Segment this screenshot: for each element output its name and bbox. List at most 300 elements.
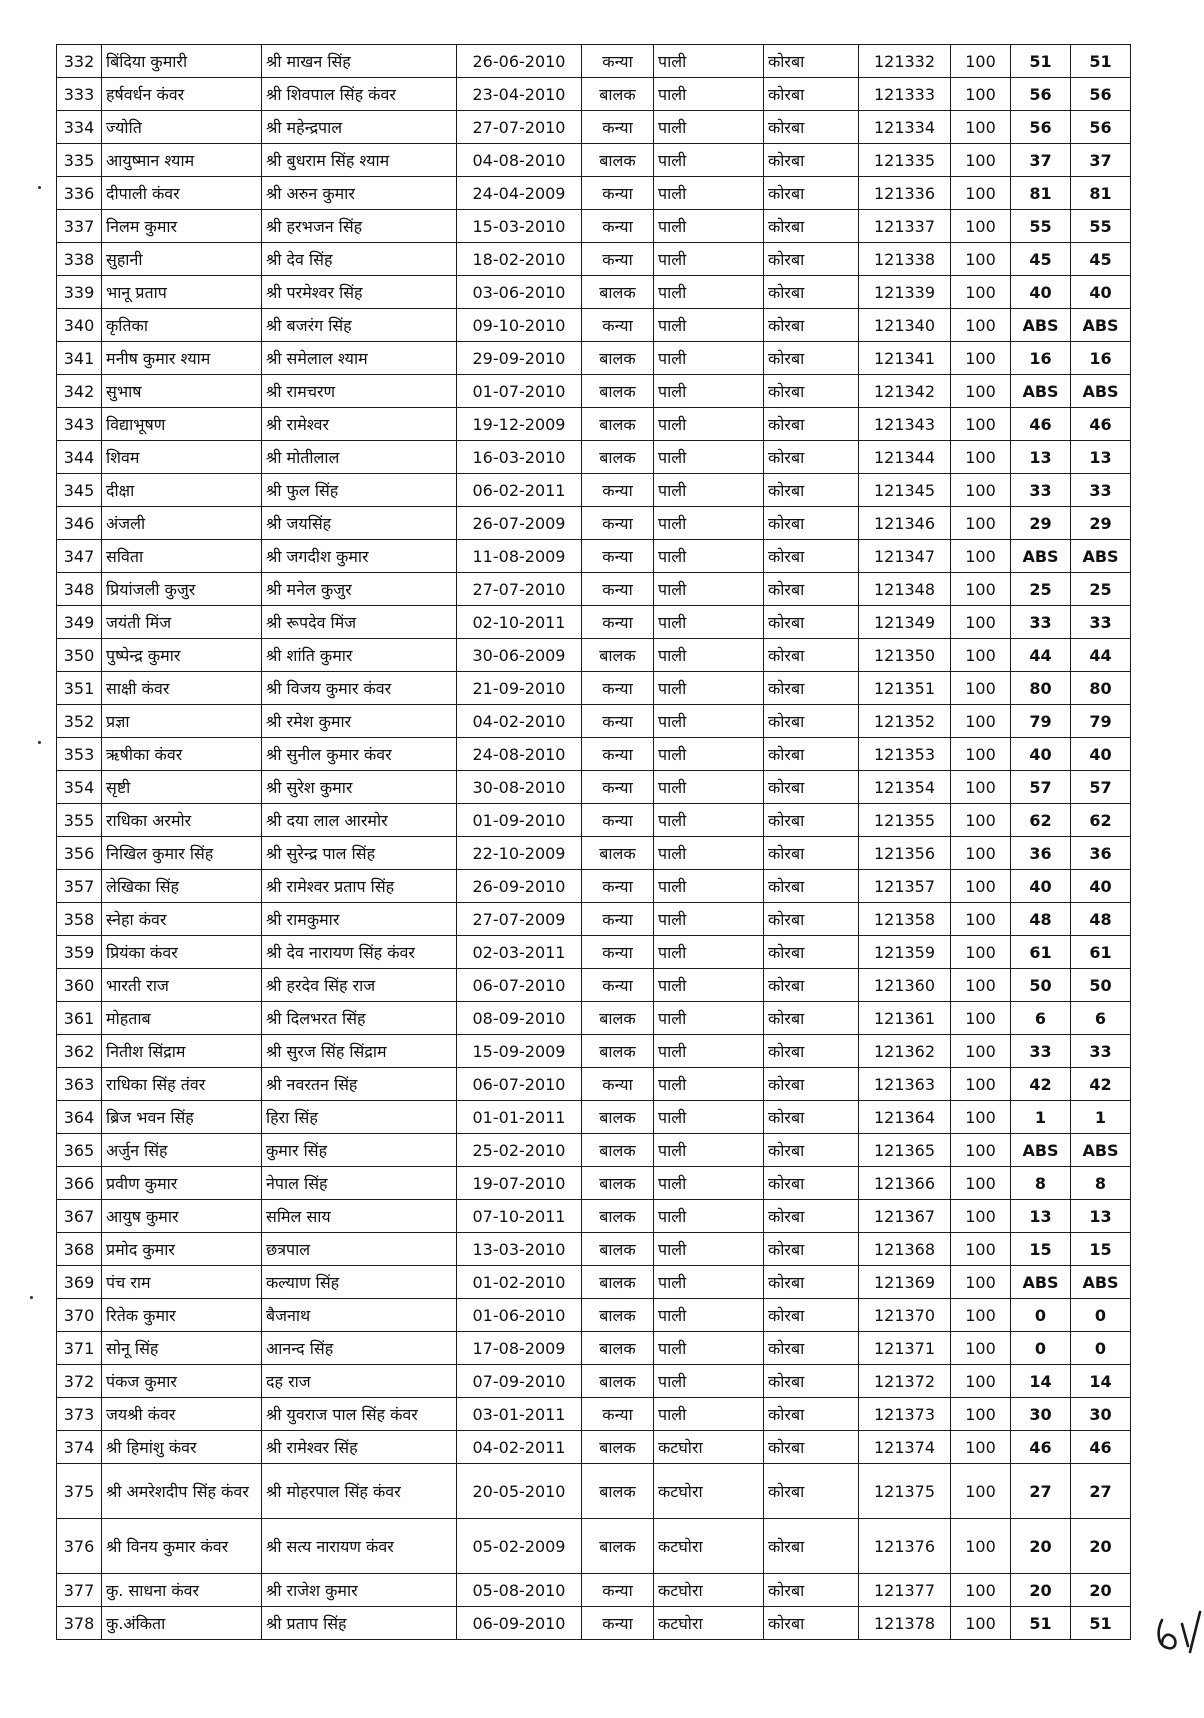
- roll-number-cell: 121369: [859, 1266, 951, 1299]
- roll-number-cell: 121377: [859, 1574, 951, 1607]
- student-name-cell: राधिका सिंह तंवर: [102, 1068, 262, 1101]
- serial-number-cell: 354: [57, 771, 102, 804]
- gender-cell: बालक: [582, 1101, 654, 1134]
- roll-number-cell: 121361: [859, 1002, 951, 1035]
- serial-number-cell: 344: [57, 441, 102, 474]
- table-row: [57, 1574, 1131, 1607]
- date-of-birth-cell: 24-08-2010: [457, 738, 582, 771]
- roll-number-cell: 121346: [859, 507, 951, 540]
- serial-number-cell: 335: [57, 144, 102, 177]
- obtained-marks-cell: 30: [1011, 1398, 1071, 1431]
- max-marks-cell: 100: [951, 1101, 1011, 1134]
- father-name-cell: दह राज: [262, 1365, 457, 1398]
- block-cell: कटघोरा: [654, 1574, 764, 1607]
- district-cell: कोरबा: [764, 1398, 859, 1431]
- father-name-cell: श्री मोहरपाल सिंह कंवर: [262, 1464, 457, 1519]
- gender-cell: बालक: [582, 1233, 654, 1266]
- serial-number-cell: 370: [57, 1299, 102, 1332]
- block-cell: कटघोरा: [654, 1431, 764, 1464]
- date-of-birth-cell: 11-08-2009: [457, 540, 582, 573]
- block-cell: पाली: [654, 309, 764, 342]
- gender-cell: कन्या: [582, 309, 654, 342]
- max-marks-cell: 100: [951, 1607, 1011, 1640]
- block-cell: पाली: [654, 408, 764, 441]
- total-marks-cell: 15: [1071, 1233, 1131, 1266]
- roll-number-cell: 121367: [859, 1200, 951, 1233]
- table-row: [57, 78, 1131, 111]
- max-marks-cell: 100: [951, 474, 1011, 507]
- roll-number-cell: 121353: [859, 738, 951, 771]
- gender-cell: कन्या: [582, 243, 654, 276]
- date-of-birth-cell: 02-03-2011: [457, 936, 582, 969]
- roll-number-cell: 121349: [859, 606, 951, 639]
- roll-number-cell: 121343: [859, 408, 951, 441]
- date-of-birth-cell: 04-02-2010: [457, 705, 582, 738]
- max-marks-cell: 100: [951, 111, 1011, 144]
- total-marks-cell: 16: [1071, 342, 1131, 375]
- father-name-cell: श्री दया लाल आरमोर: [262, 804, 457, 837]
- father-name-cell: आनन्द सिंह: [262, 1332, 457, 1365]
- table-row: [57, 45, 1131, 78]
- table-row: [57, 738, 1131, 771]
- max-marks-cell: 100: [951, 1299, 1011, 1332]
- district-cell: कोरबा: [764, 375, 859, 408]
- roll-number-cell: 121333: [859, 78, 951, 111]
- table-row: [57, 408, 1131, 441]
- student-name-cell: अर्जुन सिंह: [102, 1134, 262, 1167]
- obtained-marks-cell: 51: [1011, 1607, 1071, 1640]
- district-cell: कोरबा: [764, 1365, 859, 1398]
- max-marks-cell: 100: [951, 375, 1011, 408]
- table-row: [57, 342, 1131, 375]
- district-cell: कोरबा: [764, 969, 859, 1002]
- father-name-cell: हिरा सिंह: [262, 1101, 457, 1134]
- date-of-birth-cell: 06-02-2011: [457, 474, 582, 507]
- table-row: [57, 474, 1131, 507]
- margin-dot: [38, 741, 41, 744]
- gender-cell: कन्या: [582, 771, 654, 804]
- student-name-cell: ब्रिज भवन सिंह: [102, 1101, 262, 1134]
- obtained-marks-cell: 29: [1011, 507, 1071, 540]
- table-row: [57, 903, 1131, 936]
- max-marks-cell: 100: [951, 606, 1011, 639]
- district-cell: कोरबा: [764, 1068, 859, 1101]
- student-name-cell: अंजली: [102, 507, 262, 540]
- gender-cell: बालक: [582, 1365, 654, 1398]
- gender-cell: बालक: [582, 342, 654, 375]
- district-cell: कोरबा: [764, 111, 859, 144]
- obtained-marks-cell: 51: [1011, 45, 1071, 78]
- date-of-birth-cell: 01-02-2010: [457, 1266, 582, 1299]
- serial-number-cell: 378: [57, 1607, 102, 1640]
- gender-cell: कन्या: [582, 804, 654, 837]
- date-of-birth-cell: 20-05-2010: [457, 1464, 582, 1519]
- date-of-birth-cell: 30-06-2009: [457, 639, 582, 672]
- gender-cell: बालक: [582, 837, 654, 870]
- student-name-cell: रितेक कुमार: [102, 1299, 262, 1332]
- block-cell: पाली: [654, 210, 764, 243]
- roll-number-cell: 121344: [859, 441, 951, 474]
- table-row: [57, 771, 1131, 804]
- student-name-cell: मनीष कुमार श्याम: [102, 342, 262, 375]
- max-marks-cell: 100: [951, 672, 1011, 705]
- district-cell: कोरबा: [764, 78, 859, 111]
- gender-cell: कन्या: [582, 210, 654, 243]
- total-marks-cell: 80: [1071, 672, 1131, 705]
- max-marks-cell: 100: [951, 1200, 1011, 1233]
- serial-number-cell: 359: [57, 936, 102, 969]
- max-marks-cell: 100: [951, 1266, 1011, 1299]
- total-marks-cell: 29: [1071, 507, 1131, 540]
- table-row: [57, 375, 1131, 408]
- district-cell: कोरबा: [764, 936, 859, 969]
- serial-number-cell: 363: [57, 1068, 102, 1101]
- serial-number-cell: 375: [57, 1464, 102, 1519]
- table-row: [57, 276, 1131, 309]
- max-marks-cell: 100: [951, 1519, 1011, 1574]
- obtained-marks-cell: ABS: [1011, 1134, 1071, 1167]
- date-of-birth-cell: 15-09-2009: [457, 1035, 582, 1068]
- roll-number-cell: 121371: [859, 1332, 951, 1365]
- block-cell: पाली: [654, 639, 764, 672]
- father-name-cell: श्री सुरेश कुमार: [262, 771, 457, 804]
- serial-number-cell: 376: [57, 1519, 102, 1574]
- date-of-birth-cell: 24-04-2009: [457, 177, 582, 210]
- roll-number-cell: 121374: [859, 1431, 951, 1464]
- district-cell: कोरबा: [764, 1299, 859, 1332]
- table-row: [57, 1365, 1131, 1398]
- max-marks-cell: 100: [951, 210, 1011, 243]
- gender-cell: कन्या: [582, 705, 654, 738]
- serial-number-cell: 368: [57, 1233, 102, 1266]
- date-of-birth-cell: 06-09-2010: [457, 1607, 582, 1640]
- total-marks-cell: 50: [1071, 969, 1131, 1002]
- father-name-cell: श्री दिलभरत सिंह: [262, 1002, 457, 1035]
- block-cell: पाली: [654, 441, 764, 474]
- block-cell: पाली: [654, 573, 764, 606]
- gender-cell: कन्या: [582, 1607, 654, 1640]
- date-of-birth-cell: 05-02-2009: [457, 1519, 582, 1574]
- max-marks-cell: 100: [951, 78, 1011, 111]
- table-row: [57, 672, 1131, 705]
- date-of-birth-cell: 26-07-2009: [457, 507, 582, 540]
- table-row: [57, 243, 1131, 276]
- district-cell: कोरबा: [764, 639, 859, 672]
- table-row: [57, 441, 1131, 474]
- roll-number-cell: 121357: [859, 870, 951, 903]
- roll-number-cell: 121363: [859, 1068, 951, 1101]
- block-cell: पाली: [654, 1398, 764, 1431]
- district-cell: कोरबा: [764, 243, 859, 276]
- gender-cell: बालक: [582, 1200, 654, 1233]
- serial-number-cell: 343: [57, 408, 102, 441]
- total-marks-cell: 44: [1071, 639, 1131, 672]
- date-of-birth-cell: 03-01-2011: [457, 1398, 582, 1431]
- max-marks-cell: 100: [951, 1035, 1011, 1068]
- district-cell: कोरबा: [764, 804, 859, 837]
- district-cell: कोरबा: [764, 210, 859, 243]
- roll-number-cell: 121368: [859, 1233, 951, 1266]
- date-of-birth-cell: 01-01-2011: [457, 1101, 582, 1134]
- table-row: [57, 837, 1131, 870]
- obtained-marks-cell: 56: [1011, 78, 1071, 111]
- district-cell: कोरबा: [764, 342, 859, 375]
- father-name-cell: श्री बुधराम सिंह श्याम: [262, 144, 457, 177]
- block-cell: पाली: [654, 1167, 764, 1200]
- roll-number-cell: 121351: [859, 672, 951, 705]
- father-name-cell: श्री सुनील कुमार कंवर: [262, 738, 457, 771]
- serial-number-cell: 338: [57, 243, 102, 276]
- obtained-marks-cell: ABS: [1011, 375, 1071, 408]
- serial-number-cell: 364: [57, 1101, 102, 1134]
- serial-number-cell: 332: [57, 45, 102, 78]
- max-marks-cell: 100: [951, 738, 1011, 771]
- district-cell: कोरबा: [764, 540, 859, 573]
- block-cell: पाली: [654, 375, 764, 408]
- date-of-birth-cell: 16-03-2010: [457, 441, 582, 474]
- father-name-cell: श्री रामकुमार: [262, 903, 457, 936]
- total-marks-cell: 13: [1071, 1200, 1131, 1233]
- date-of-birth-cell: 01-09-2010: [457, 804, 582, 837]
- father-name-cell: श्री मोतीलाल: [262, 441, 457, 474]
- serial-number-cell: 352: [57, 705, 102, 738]
- block-cell: पाली: [654, 507, 764, 540]
- obtained-marks-cell: 46: [1011, 1431, 1071, 1464]
- table-row: [57, 210, 1131, 243]
- date-of-birth-cell: 21-09-2010: [457, 672, 582, 705]
- father-name-cell: श्री फुल सिंह: [262, 474, 457, 507]
- roll-number-cell: 121359: [859, 936, 951, 969]
- block-cell: पाली: [654, 111, 764, 144]
- block-cell: पाली: [654, 738, 764, 771]
- date-of-birth-cell: 07-10-2011: [457, 1200, 582, 1233]
- gender-cell: कन्या: [582, 1398, 654, 1431]
- max-marks-cell: 100: [951, 441, 1011, 474]
- obtained-marks-cell: 50: [1011, 969, 1071, 1002]
- serial-number-cell: 342: [57, 375, 102, 408]
- date-of-birth-cell: 26-09-2010: [457, 870, 582, 903]
- results-table: [56, 44, 1131, 1640]
- table-row: [57, 969, 1131, 1002]
- total-marks-cell: 61: [1071, 936, 1131, 969]
- roll-number-cell: 121336: [859, 177, 951, 210]
- max-marks-cell: 100: [951, 408, 1011, 441]
- total-marks-cell: 46: [1071, 408, 1131, 441]
- gender-cell: बालक: [582, 144, 654, 177]
- total-marks-cell: 13: [1071, 441, 1131, 474]
- father-name-cell: श्री महेन्द्रपाल: [262, 111, 457, 144]
- roll-number-cell: 121364: [859, 1101, 951, 1134]
- father-name-cell: श्री शांति कुमार: [262, 639, 457, 672]
- date-of-birth-cell: 01-06-2010: [457, 1299, 582, 1332]
- table-row: [57, 870, 1131, 903]
- serial-number-cell: 339: [57, 276, 102, 309]
- block-cell: पाली: [654, 969, 764, 1002]
- roll-number-cell: 121372: [859, 1365, 951, 1398]
- district-cell: कोरबा: [764, 177, 859, 210]
- roll-number-cell: 121337: [859, 210, 951, 243]
- district-cell: कोरबा: [764, 1200, 859, 1233]
- father-name-cell: छत्रपाल: [262, 1233, 457, 1266]
- roll-number-cell: 121342: [859, 375, 951, 408]
- total-marks-cell: 36: [1071, 837, 1131, 870]
- table-row: [57, 639, 1131, 672]
- date-of-birth-cell: 26-06-2010: [457, 45, 582, 78]
- max-marks-cell: 100: [951, 1365, 1011, 1398]
- father-name-cell: श्री रमेश कुमार: [262, 705, 457, 738]
- gender-cell: बालक: [582, 1299, 654, 1332]
- student-name-cell: सुहानी: [102, 243, 262, 276]
- date-of-birth-cell: 25-02-2010: [457, 1134, 582, 1167]
- father-name-cell: श्री मनेल कुजुर: [262, 573, 457, 606]
- block-cell: पाली: [654, 243, 764, 276]
- total-marks-cell: 45: [1071, 243, 1131, 276]
- total-marks-cell: 27: [1071, 1464, 1131, 1519]
- serial-number-cell: 369: [57, 1266, 102, 1299]
- total-marks-cell: 57: [1071, 771, 1131, 804]
- obtained-marks-cell: ABS: [1011, 1266, 1071, 1299]
- student-name-cell: ज्योति: [102, 111, 262, 144]
- father-name-cell: श्री विजय कुमार कंवर: [262, 672, 457, 705]
- father-name-cell: श्री प्रताप सिंह: [262, 1607, 457, 1640]
- total-marks-cell: ABS: [1071, 375, 1131, 408]
- student-name-cell: पंकज कुमार: [102, 1365, 262, 1398]
- total-marks-cell: 33: [1071, 474, 1131, 507]
- table-row: [57, 1167, 1131, 1200]
- obtained-marks-cell: 20: [1011, 1519, 1071, 1574]
- max-marks-cell: 100: [951, 177, 1011, 210]
- district-cell: कोरबा: [764, 1035, 859, 1068]
- date-of-birth-cell: 23-04-2010: [457, 78, 582, 111]
- total-marks-cell: 25: [1071, 573, 1131, 606]
- roll-number-cell: 121378: [859, 1607, 951, 1640]
- obtained-marks-cell: 13: [1011, 441, 1071, 474]
- serial-number-cell: 333: [57, 78, 102, 111]
- max-marks-cell: 100: [951, 1464, 1011, 1519]
- obtained-marks-cell: ABS: [1011, 309, 1071, 342]
- obtained-marks-cell: 33: [1011, 606, 1071, 639]
- table-row: [57, 1431, 1131, 1464]
- date-of-birth-cell: 01-07-2010: [457, 375, 582, 408]
- total-marks-cell: 37: [1071, 144, 1131, 177]
- district-cell: कोरबा: [764, 870, 859, 903]
- serial-number-cell: 347: [57, 540, 102, 573]
- student-name-cell: दीक्षा: [102, 474, 262, 507]
- table-row: [57, 1200, 1131, 1233]
- block-cell: पाली: [654, 45, 764, 78]
- gender-cell: बालक: [582, 1134, 654, 1167]
- block-cell: कटघोरा: [654, 1464, 764, 1519]
- gender-cell: बालक: [582, 1167, 654, 1200]
- max-marks-cell: 100: [951, 342, 1011, 375]
- block-cell: पाली: [654, 1365, 764, 1398]
- serial-number-cell: 345: [57, 474, 102, 507]
- obtained-marks-cell: 44: [1011, 639, 1071, 672]
- gender-cell: कन्या: [582, 507, 654, 540]
- block-cell: पाली: [654, 705, 764, 738]
- roll-number-cell: 121356: [859, 837, 951, 870]
- table-row: [57, 144, 1131, 177]
- father-name-cell: नेपाल सिंह: [262, 1167, 457, 1200]
- max-marks-cell: 100: [951, 45, 1011, 78]
- gender-cell: कन्या: [582, 738, 654, 771]
- father-name-cell: श्री रामेश्वर: [262, 408, 457, 441]
- gender-cell: बालक: [582, 1035, 654, 1068]
- student-name-cell: प्रियांजली कुजुर: [102, 573, 262, 606]
- block-cell: पाली: [654, 474, 764, 507]
- total-marks-cell: 81: [1071, 177, 1131, 210]
- student-name-cell: प्रमोद कुमार: [102, 1233, 262, 1266]
- district-cell: कोरबा: [764, 474, 859, 507]
- father-name-cell: श्री रूपदेव मिंज: [262, 606, 457, 639]
- max-marks-cell: 100: [951, 639, 1011, 672]
- date-of-birth-cell: 02-10-2011: [457, 606, 582, 639]
- obtained-marks-cell: 79: [1011, 705, 1071, 738]
- district-cell: कोरबा: [764, 771, 859, 804]
- total-marks-cell: 20: [1071, 1519, 1131, 1574]
- serial-number-cell: 340: [57, 309, 102, 342]
- obtained-marks-cell: 40: [1011, 738, 1071, 771]
- date-of-birth-cell: 08-09-2010: [457, 1002, 582, 1035]
- max-marks-cell: 100: [951, 276, 1011, 309]
- obtained-marks-cell: 25: [1011, 573, 1071, 606]
- table-row: [57, 540, 1131, 573]
- date-of-birth-cell: 03-06-2010: [457, 276, 582, 309]
- serial-number-cell: 366: [57, 1167, 102, 1200]
- table-row: [57, 1002, 1131, 1035]
- roll-number-cell: 121355: [859, 804, 951, 837]
- obtained-marks-cell: 14: [1011, 1365, 1071, 1398]
- student-name-cell: निखिल कुमार सिंह: [102, 837, 262, 870]
- student-name-cell: मोहताब: [102, 1002, 262, 1035]
- roll-number-cell: 121354: [859, 771, 951, 804]
- gender-cell: कन्या: [582, 936, 654, 969]
- gender-cell: कन्या: [582, 111, 654, 144]
- block-cell: पाली: [654, 342, 764, 375]
- student-name-cell: नितीश सिंद्राम: [102, 1035, 262, 1068]
- obtained-marks-cell: 81: [1011, 177, 1071, 210]
- total-marks-cell: 6: [1071, 1002, 1131, 1035]
- roll-number-cell: 121339: [859, 276, 951, 309]
- max-marks-cell: 100: [951, 1431, 1011, 1464]
- total-marks-cell: 48: [1071, 903, 1131, 936]
- total-marks-cell: 42: [1071, 1068, 1131, 1101]
- gender-cell: कन्या: [582, 540, 654, 573]
- total-marks-cell: ABS: [1071, 309, 1131, 342]
- gender-cell: कन्या: [582, 1574, 654, 1607]
- gender-cell: कन्या: [582, 672, 654, 705]
- student-name-cell: सोनू सिंह: [102, 1332, 262, 1365]
- obtained-marks-cell: 8: [1011, 1167, 1071, 1200]
- date-of-birth-cell: 07-09-2010: [457, 1365, 582, 1398]
- roll-number-cell: 121338: [859, 243, 951, 276]
- date-of-birth-cell: 19-12-2009: [457, 408, 582, 441]
- max-marks-cell: 100: [951, 309, 1011, 342]
- student-name-cell: प्रियंका कंवर: [102, 936, 262, 969]
- block-cell: पाली: [654, 771, 764, 804]
- max-marks-cell: 100: [951, 705, 1011, 738]
- obtained-marks-cell: 36: [1011, 837, 1071, 870]
- serial-number-cell: 367: [57, 1200, 102, 1233]
- student-name-cell: बिंदिया कुमारी: [102, 45, 262, 78]
- roll-number-cell: 121366: [859, 1167, 951, 1200]
- student-name-cell: कृतिका: [102, 309, 262, 342]
- obtained-marks-cell: 33: [1011, 474, 1071, 507]
- obtained-marks-cell: 62: [1011, 804, 1071, 837]
- total-marks-cell: 56: [1071, 111, 1131, 144]
- district-cell: कोरबा: [764, 672, 859, 705]
- father-name-cell: श्री शिवपाल सिंह कंवर: [262, 78, 457, 111]
